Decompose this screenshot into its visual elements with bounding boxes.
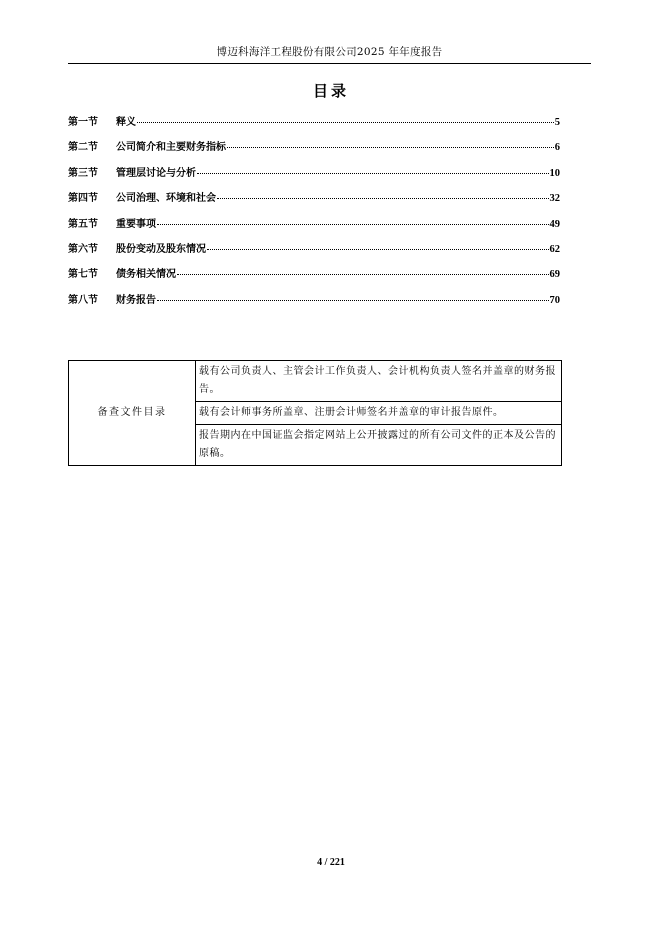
- toc-section-number: 第二节: [68, 142, 98, 154]
- toc-leader-dots: [227, 147, 554, 148]
- toc-page-number: 5: [554, 117, 560, 128]
- toc-section-name: 股份变动及股东情况: [116, 243, 206, 255]
- toc-leader-dots: [177, 274, 549, 275]
- reference-document-item: 报告期内在中国证监会指定网站上公开披露过的所有公司文件的正本及公告的原稿。: [196, 425, 562, 466]
- toc-section-name: 重要事项: [116, 218, 156, 230]
- page-number: 4 / 221: [317, 857, 345, 868]
- toc-page-number: 69: [549, 269, 560, 281]
- toc-section-number: 第一节: [68, 117, 98, 128]
- toc-section-number: 第六节: [68, 243, 98, 255]
- toc-section-name: 公司治理、环境和社会: [116, 193, 216, 205]
- toc-section-number: 第三节: [68, 167, 98, 179]
- page-header: [68, 44, 591, 64]
- toc-page-number: 10: [549, 167, 560, 179]
- toc-section-name: 公司简介和主要财务指标: [116, 142, 226, 154]
- toc-title: 目录: [312, 82, 349, 100]
- toc-entry[interactable]: [68, 189, 560, 214]
- toc-entry[interactable]: [68, 164, 560, 189]
- toc-entry[interactable]: [68, 265, 560, 290]
- toc-leader-dots: [137, 122, 554, 123]
- toc-leader-dots: [217, 198, 549, 199]
- toc-entry[interactable]: [68, 138, 560, 163]
- toc-section-name: 管理层讨论与分析: [116, 167, 196, 179]
- toc-section-number: 第八节: [68, 294, 98, 306]
- toc-leader-dots: [197, 173, 549, 174]
- toc-entry[interactable]: [68, 240, 560, 265]
- reference-document-item: 载有会计师事务所盖章、注册会计师签名并盖章的审计报告原件。: [196, 402, 562, 425]
- toc-section-number: 第四节: [68, 193, 98, 205]
- toc-page-number: 70: [549, 294, 560, 306]
- toc-section-name: 债务相关情况: [116, 269, 176, 281]
- toc-leader-dots: [207, 249, 549, 250]
- reference-documents-table: [68, 360, 562, 466]
- toc-section-name: 财务报告: [116, 294, 156, 306]
- toc-page-number: 49: [549, 218, 560, 230]
- report-title: 博迈科海洋工程股份有限公司2025 年年度报告: [216, 46, 443, 58]
- table-of-contents: [68, 113, 560, 316]
- toc-page-number: 62: [549, 243, 560, 255]
- toc-entry[interactable]: [68, 291, 560, 316]
- toc-entry[interactable]: [68, 215, 560, 240]
- toc-page-number: 32: [549, 193, 560, 205]
- reference-documents-label: 备查文件目录: [69, 361, 196, 466]
- toc-leader-dots: [157, 300, 549, 301]
- toc-section-number: 第七节: [68, 269, 98, 281]
- toc-leader-dots: [157, 224, 549, 225]
- toc-entry[interactable]: [68, 113, 560, 138]
- toc-page-number: 6: [554, 142, 560, 154]
- table-row: [69, 361, 562, 402]
- toc-section-name: 释义: [116, 117, 136, 128]
- toc-section-number: 第五节: [68, 218, 98, 230]
- reference-document-item: 载有公司负责人、主管会计工作负责人、会计机构负责人签名并盖章的财务报告。: [196, 361, 562, 402]
